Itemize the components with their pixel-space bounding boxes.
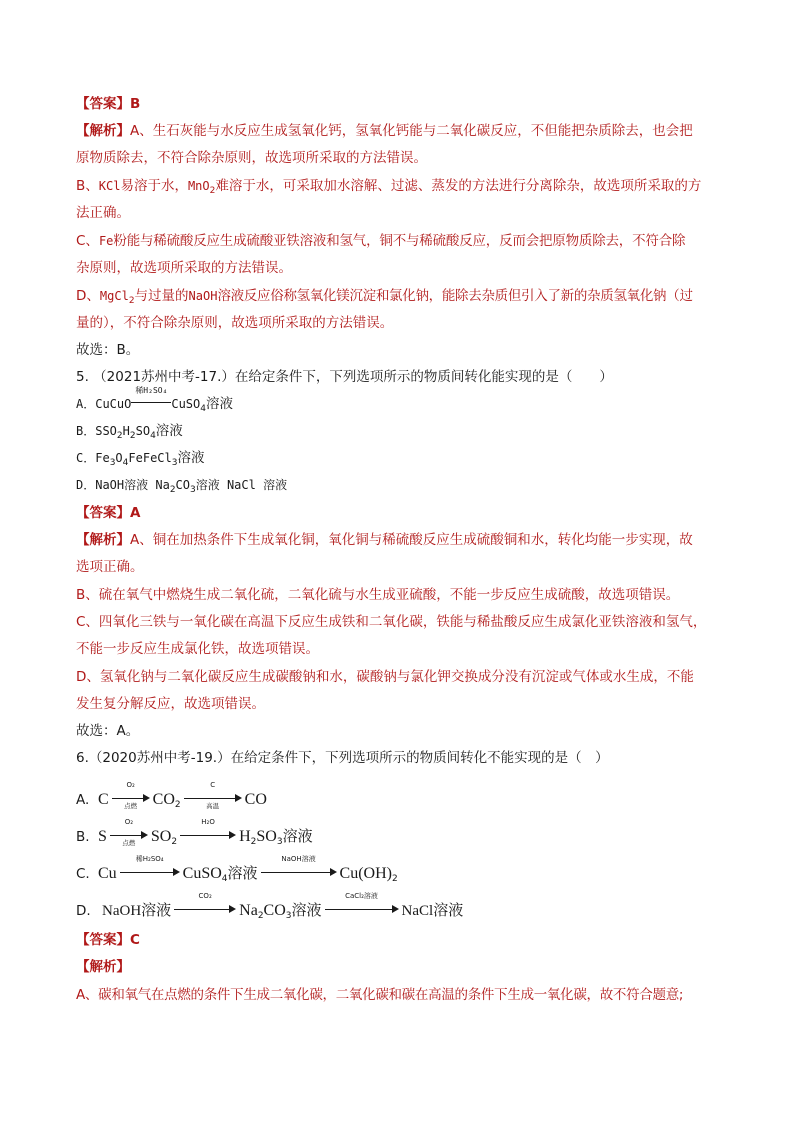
answer-value: B [130,96,141,112]
analysis-label: 【解析】 [76,123,130,139]
formula-text: H [122,424,130,438]
option-tail: 溶液 [282,829,313,845]
formula-text: O [115,451,123,465]
reaction-condition: H₂O [201,818,215,826]
formula-so2: SO [150,828,172,845]
option-text: B．SSO [76,424,117,438]
q6-option-b: B. S O₂ 点燃 $SO_2$ H₂O $H_2SO_3$溶液 [76,818,313,847]
reaction-arrow [174,892,236,917]
q5-option-a: A．CuCuO 稀H₂SO₄ CuSO$_4$溶液 [76,386,233,414]
reaction-condition: 高温 [206,802,220,810]
analysis-text: 难溶于水，可采取加水溶解、过滤、蒸发的方法进行分离除杂，故选项所采取的方 [215,178,702,194]
reaction-condition: C [210,781,216,789]
reaction-condition: CaCl₂溶液 [345,892,378,900]
option-tail: 溶液 [155,423,183,439]
analysis-text: A、铜在加热条件下生成氧化铜，氧化铜与稀硫酸反应生成硫酸铜和水，转化均能一步实现，故 [130,532,693,548]
formula-cuoh2: Cu(OH) [339,865,392,882]
option-text: A．CuCuO [76,397,132,411]
reaction-condition: 稀H₂SO₄ [135,855,164,863]
formula-cu: Cu [98,865,117,882]
formula-mno2: MnO [187,179,210,193]
q5-option-d: D．NaOH溶液 $Na_2CO_3$溶液 NaCl 溶液 [76,478,288,495]
reaction-condition: CO₂ [198,892,212,900]
formula-text: SO [135,424,151,438]
option-label: A. [76,792,90,808]
q5-option-b: B．$SSO_2H_2SO_4$溶液 [76,423,183,441]
reaction-arrow [131,386,171,409]
reaction-condition: 点燃 [122,839,136,847]
option-prefix: B、 [76,178,99,194]
analysis-text: 粉能与稀硫酸反应生成硫酸亚铁溶液和氢气，铜不与稀硫酸反应，反而会把原物质除去，不符合除 [113,233,686,249]
reaction-arrow [184,781,242,810]
formula-h2so3: SO [256,828,277,845]
formula-mgcl2: MgCl [99,289,129,303]
formula-s: S [98,828,107,845]
reaction-arrow [261,855,337,880]
option-text: D．NaOH溶液 Na [76,478,170,492]
reaction-condition: 稀H₂SO₄ [135,386,168,395]
analysis-label: 【解析】 [76,532,130,548]
reaction-condition: O₂ [126,781,135,789]
analysis-c-line-1 [76,231,685,251]
answer-line-3 [76,930,140,950]
choose-line-1: 故选：B。 [76,342,140,358]
formula-text: CO [175,478,190,492]
formula-nacl: NaCl溶液 [401,903,464,919]
question-6-stem: 6.（2020苏州中考-19.）在给定条件下，下列选项所示的物质间转化不能实现的是（ ） [76,750,609,766]
reaction-arrow [120,855,180,880]
analysis-d-line-1: D、MgCl$_2$与过量的NaOH溶液反应俗称氢氧化镁沉淀和氯化钠，能除去杂质但引入了新的杂质氢氧化钠（过 [76,288,693,306]
q5-analysis-d-line-1: D、氢氧化钠与二氧化碳反应生成碳酸钠和水，碳酸钠与氯化钾交换成分没有沉淀或气体或水生成，不能 [76,669,694,685]
answer-line-1 [76,94,140,114]
q6-option-d: D. NaOH溶液 CO₂ $Na_2CO_3$溶液 CaCl₂溶液 NaCl溶液 [76,892,464,921]
formula-kcl: KCl [98,179,121,193]
reaction-arrow [112,781,150,810]
option-tail: 溶液 [177,450,205,466]
formula-co: CO [244,791,267,808]
reaction-condition: O₂ [124,818,134,826]
q5-analysis-c-line-2: 不能一步反应生成氯化铁，故选项错误。 [76,641,319,657]
analysis-text: 易溶于水， [120,178,188,194]
q6-option-a: A. C O₂ 点燃 $CO_2$ C 高温 CO [76,781,267,810]
formula-text: CuSO [171,397,201,411]
q5-analysis-a-line-2: 选项正确。 [76,559,144,575]
reaction-condition: 点燃 [124,802,138,810]
analysis-c-line-2: 杂原则，故选项所采取的方法错误。 [76,260,292,276]
option-label: B. [76,829,90,845]
reaction-condition: NaOH溶液 [281,855,316,863]
formula-naoh: NaOH [188,289,218,303]
option-prefix: D、 [76,288,100,304]
answer-label: 【答案】 [76,932,130,948]
analysis-a-line-1 [76,121,693,141]
analysis-text: A、生石灰能与水反应生成氢氧化钙，氢氧化钙能与二氧化碳反应，不但能把杂质除去，也会把 [130,123,693,139]
option-label: D. [76,903,91,919]
q6-analysis-label-line [76,957,130,977]
formula-h2so3: H [239,828,251,845]
q5-analysis-c-line-1: C、四氧化三铁与一氧化碳在高温下反应生成铁和二氧化碳，铁能与稀盐酸反应生成氯化亚铁溶液和氢气， [76,614,707,630]
option-tail: 溶液 [206,396,233,412]
formula-na2co3: CO [263,902,286,919]
formula-na2co3: Na [239,902,258,919]
formula-cuso4: CuSO [182,865,222,882]
reaction-arrow [180,818,236,843]
analysis-text: 与过量的 [134,288,189,304]
answer-label: 【答案】 [76,96,130,112]
q5-analysis-b: B、硫在氧气中燃烧生成二氧化硫，二氧化硫与水生成亚硫酸，不能一步反应生成硫酸，故选项错误。 [76,587,680,603]
formula-text: FeFeCl [128,451,172,465]
q6-analysis-a: A、碳和氧气在点燃的条件下生成二氧化碳，二氧化碳和碳在高温的条件下生成一氧化碳，故不符合题意; [76,987,684,1003]
analysis-b-line-2: 法正确。 [76,205,130,221]
reaction-arrow [325,892,399,917]
answer-value: A [130,505,141,521]
option-tail: 溶液 [291,903,322,919]
formula-c: C [98,791,109,808]
analysis-label: 【解析】 [76,959,130,975]
answer-label: 【答案】 [76,505,130,521]
formula-fe: Fe [98,234,114,248]
analysis-text: 溶液反应俗称氢氧化镁沉淀和氯化钠，能除去杂质但引入了新的杂质氢氧化钠（过 [217,288,693,304]
choose-line-2: 故选：A。 [76,723,140,739]
q6-option-c: C. Cu 稀H₂SO₄ CuSO$_4$溶液 NaOH溶液 $Cu(OH)_2$ [76,855,398,884]
analysis-b-line-1: B、KCl易溶于水，MnO$_2$难溶于水，可采取加水溶解、过滤、蒸发的方法进行分离除杂，故选项所采取的方 [76,178,702,196]
option-prefix: C、 [76,233,99,249]
option-tail: 溶液 [227,866,258,882]
analysis-a-line-2: 原物质除去，不符合除杂原则，故选项所采取的方法错误。 [76,150,427,166]
analysis-d-line-2: 量的），不符合除杂原则，故选项所采取的方法错误。 [76,315,394,331]
answer-line-2 [76,503,140,523]
q5-option-c: C．$Fe_3O_4FeFeCl_3$溶液 [76,450,205,468]
answer-value: C [130,932,140,948]
option-tail: 溶液 NaCl 溶液 [195,478,288,492]
q5-analysis-a-line-1 [76,530,693,550]
q5-analysis-d-line-2: 发生复分解反应，故选项错误。 [76,696,265,712]
option-text: C．Fe [76,451,110,465]
option-label: C. [76,866,90,882]
formula-co2: CO [152,791,175,808]
formula-naoh: NaOH溶液 [102,903,172,919]
reaction-arrow [110,818,148,847]
question-5-stem: 5. （2021苏州中考-17.）在给定条件下，下列选项所示的物质间转化能实现的是（ ） [76,369,613,385]
